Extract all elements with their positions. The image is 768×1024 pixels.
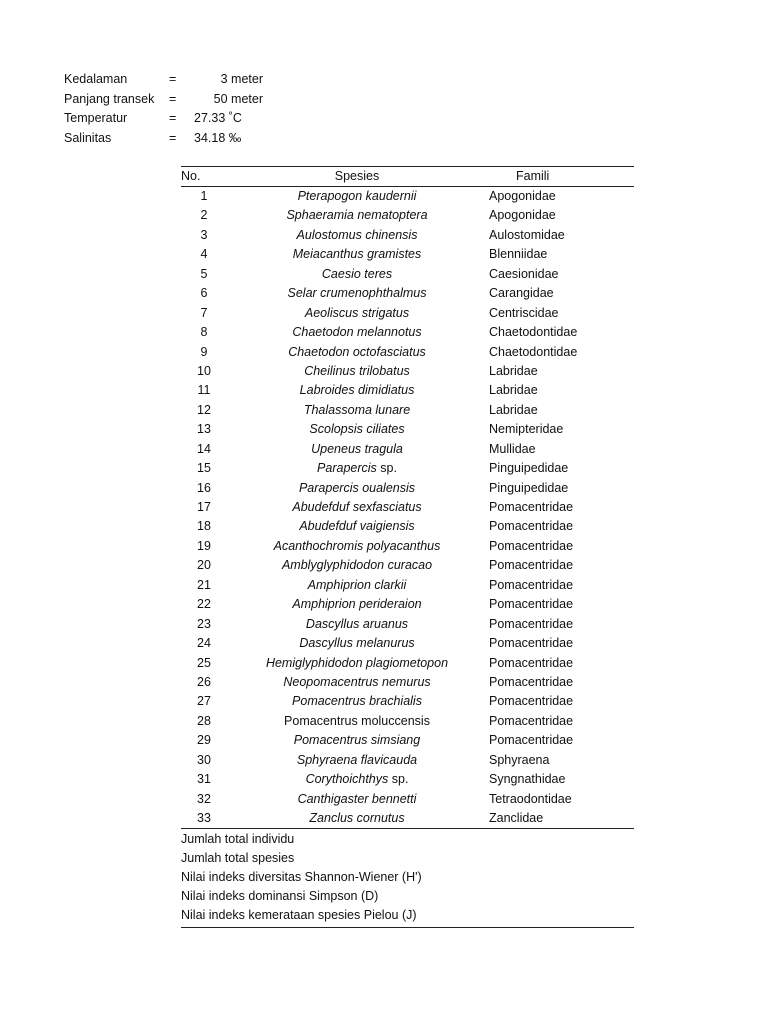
- species-name: [237, 304, 477, 323]
- row-number: 10: [197, 363, 211, 378]
- species-name: [237, 420, 477, 439]
- row-number: 26: [197, 674, 211, 689]
- species-name: [237, 284, 477, 303]
- table-row: [181, 304, 634, 323]
- species-binomial: Abudefduf sexfasciatus: [292, 500, 422, 514]
- species-name: [237, 809, 477, 828]
- species-binomial: Pomacentrus simsiang: [293, 733, 421, 748]
- row-number: 2: [200, 208, 208, 223]
- species-name: [237, 381, 477, 400]
- table-row: [181, 440, 634, 459]
- species-binomial: Hemiglyphidodon plagiometopon: [265, 655, 449, 670]
- table-row: [181, 654, 634, 673]
- site-parameters: [64, 70, 324, 148]
- row-number: 31: [197, 772, 211, 787]
- species-name: [237, 362, 477, 381]
- family-name: Carangidae: [489, 286, 554, 301]
- row-number: 4: [200, 247, 208, 262]
- species-binomial: Sphyraena flavicauda: [296, 752, 418, 767]
- species-name: [237, 265, 477, 284]
- table-row: [181, 731, 634, 750]
- row-number: 21: [197, 577, 211, 592]
- species-binomial: Dascyllus melanurus: [299, 636, 415, 651]
- species-binomial: Acanthochromis polyacanthus: [273, 538, 441, 553]
- table-row: [181, 751, 634, 770]
- family-name: Pinguipedidae: [489, 461, 569, 476]
- row-number: 29: [197, 733, 211, 748]
- species-name: [237, 498, 477, 517]
- family-name: Pomacentridae: [489, 674, 574, 689]
- species-binomial: Aeoliscus strigatus: [304, 305, 410, 320]
- summary-row: Nilai indeks diversitas Shannon-Wiener (H'): [181, 870, 422, 885]
- row-number: 5: [200, 266, 208, 281]
- family-name: Pomacentridae: [489, 733, 574, 748]
- row-number: 6: [200, 286, 208, 301]
- species-binomial: Labroides dimidiatus: [299, 383, 415, 398]
- row-number: 3: [200, 227, 208, 242]
- family-name: Labridae: [489, 402, 538, 417]
- row-number: 11: [197, 383, 211, 398]
- table-row: [181, 576, 634, 595]
- table-header: [181, 166, 634, 187]
- species-binomial: Meiacanthus gramistes: [292, 247, 422, 262]
- family-name: Apogonidae: [489, 208, 556, 223]
- species-name: [237, 770, 477, 789]
- species-name: [237, 343, 477, 362]
- species-binomial: Pterapogon kaudernii: [297, 189, 417, 203]
- species-binomial: Corythoichthys: [305, 772, 389, 787]
- species-name: [237, 517, 477, 536]
- family-name: Pomacentridae: [489, 500, 574, 514]
- table-row: [181, 692, 634, 711]
- species-name: [237, 576, 477, 595]
- species-binomial: Chaetodon octofasciatus: [288, 344, 426, 359]
- row-number: 18: [197, 519, 211, 534]
- species-name: [237, 615, 477, 634]
- parameter-equals: =: [169, 91, 177, 106]
- species-name: [237, 479, 477, 498]
- row-number: 16: [197, 480, 211, 495]
- table-row: [181, 265, 634, 284]
- row-number: 32: [197, 791, 211, 806]
- species-binomial: Parapercis: [317, 461, 377, 476]
- species-name: [237, 401, 477, 420]
- row-number: 15: [197, 461, 211, 476]
- parameter-value: 27.33 ˚C: [194, 111, 242, 125]
- species-name: [237, 634, 477, 653]
- species-name: [237, 206, 477, 225]
- species-binomial: Canthigaster bennetti: [297, 791, 417, 806]
- family-name: Zanclidae: [489, 811, 544, 825]
- species-binomial: Parapercis oualensis: [298, 480, 416, 495]
- table-row: [181, 517, 634, 536]
- family-name: Tetraodontidae: [489, 791, 572, 806]
- table-row: [181, 459, 634, 478]
- table-row: [181, 712, 634, 731]
- species-suffix: sp.: [376, 461, 397, 476]
- parameter-equals: =: [169, 130, 177, 145]
- species-name: [237, 692, 477, 711]
- parameter-label: Panjang transek: [64, 91, 155, 106]
- species-name: [237, 187, 477, 206]
- family-name: Labridae: [489, 383, 538, 398]
- family-name: Sphyraena: [489, 752, 550, 767]
- table-row: [181, 770, 634, 789]
- family-name: Syngnathidae: [489, 772, 566, 787]
- row-number: 8: [200, 325, 208, 340]
- table-row: [181, 615, 634, 634]
- species-binomial: Dascyllus aruanus: [305, 616, 409, 631]
- family-name: Pomacentridae: [489, 519, 574, 534]
- table-row: [181, 634, 634, 653]
- species-name: [237, 790, 477, 809]
- row-number: 20: [197, 558, 211, 573]
- row-number: 28: [197, 713, 211, 728]
- row-number: 17: [197, 500, 211, 514]
- species-suffix: sp.: [388, 772, 409, 787]
- species-name: [237, 673, 477, 692]
- table-row: [181, 420, 634, 439]
- row-number: 23: [197, 616, 211, 631]
- family-name: Centriscidae: [489, 305, 559, 320]
- row-number: 19: [197, 538, 211, 553]
- table-body: [181, 187, 634, 829]
- table-row: [181, 556, 634, 575]
- table-row: [181, 595, 634, 614]
- species-name: [237, 654, 477, 673]
- parameter-row: [64, 109, 324, 129]
- family-name: Pomacentridae: [489, 577, 574, 592]
- table-row: [181, 206, 634, 225]
- species-name: [237, 751, 477, 770]
- parameter-value: 3 meter: [220, 72, 263, 86]
- family-name: Pomacentridae: [489, 597, 574, 612]
- family-name: Pomacentridae: [489, 558, 574, 573]
- family-name: Aulostomidae: [489, 227, 565, 242]
- species-name: [237, 440, 477, 459]
- species-binomial: Chaetodon melannotus: [292, 325, 422, 340]
- table-row: [181, 790, 634, 809]
- parameter-label: Kedalaman: [64, 72, 128, 86]
- family-name: Pomacentridae: [489, 694, 574, 709]
- summary-row: Nilai indeks dominansi Simpson (D): [181, 889, 379, 904]
- family-name: Pinguipedidae: [489, 480, 569, 495]
- row-number: 12: [197, 402, 211, 417]
- parameter-row: [64, 70, 324, 90]
- row-number: 22: [197, 597, 211, 612]
- table-row: [181, 381, 634, 400]
- species-name: [237, 226, 477, 245]
- row-number: 13: [197, 422, 211, 437]
- table-row: [181, 343, 634, 362]
- row-number: 14: [197, 441, 211, 456]
- species-binomial: Upeneus tragula: [311, 441, 403, 456]
- row-number: 9: [200, 344, 208, 359]
- table-row: [181, 479, 634, 498]
- family-name: Pomacentridae: [489, 713, 574, 728]
- table-row: [181, 284, 634, 303]
- species-binomial: Thalassoma lunare: [303, 402, 411, 417]
- table-row: [181, 187, 634, 206]
- header-family: Famili: [516, 169, 550, 183]
- row-number: 27: [197, 694, 211, 709]
- species-binomial: Pomacentrus moluccensis: [284, 713, 430, 728]
- table-row: [181, 323, 634, 342]
- family-name: Mullidae: [489, 441, 536, 456]
- species-name: [237, 556, 477, 575]
- row-number: 25: [197, 655, 211, 670]
- summary-row: Jumlah total spesies: [181, 851, 295, 866]
- table-row: [181, 498, 634, 517]
- family-name: Blenniidae: [489, 247, 548, 262]
- header-no: No.: [181, 169, 201, 183]
- parameter-label: Salinitas: [64, 130, 112, 145]
- parameter-label: Temperatur: [64, 111, 128, 125]
- species-name: [237, 323, 477, 342]
- family-name: Pomacentridae: [489, 538, 574, 553]
- family-name: Chaetodontidae: [489, 325, 578, 340]
- parameter-equals: =: [169, 72, 177, 86]
- species-binomial: Aulostomus chinensis: [296, 227, 418, 242]
- species-binomial: Selar crumenophthalmus: [287, 286, 427, 301]
- table-row: [181, 673, 634, 692]
- parameter-row: [64, 90, 324, 110]
- species-name: [237, 712, 477, 731]
- species-name: [237, 245, 477, 264]
- parameter-value: 50 meter: [213, 91, 263, 106]
- species-binomial: Neopomacentrus nemurus: [283, 674, 431, 689]
- parameter-equals: =: [169, 111, 177, 125]
- table-summary: [181, 829, 634, 928]
- table-row: [181, 226, 634, 245]
- table-row: [181, 537, 634, 556]
- row-number: 33: [197, 811, 211, 825]
- family-name: Pomacentridae: [489, 616, 574, 631]
- summary-row: Jumlah total individu: [181, 832, 295, 847]
- family-name: Caesionidae: [489, 266, 559, 281]
- row-number: 24: [197, 636, 211, 651]
- table-row: [181, 809, 634, 828]
- species-binomial: Scolopsis ciliates: [309, 422, 405, 437]
- species-binomial: Amphiprion clarkii: [307, 577, 407, 592]
- species-binomial: Caesio teres: [321, 266, 393, 281]
- species-binomial: Cheilinus trilobatus: [304, 363, 410, 378]
- row-number: 7: [200, 305, 208, 320]
- species-name: [237, 595, 477, 614]
- family-name: Nemipteridae: [489, 422, 564, 437]
- family-name: Chaetodontidae: [489, 344, 578, 359]
- parameter-value: 34.18 ‰: [194, 130, 242, 145]
- species-binomial: Abudefduf vaigiensis: [299, 519, 415, 534]
- species-table: [181, 166, 634, 928]
- table-row: [181, 245, 634, 264]
- table-row: [181, 401, 634, 420]
- species-binomial: Amblyglyphidodon curacao: [281, 558, 433, 573]
- species-name: [237, 731, 477, 750]
- species-binomial: Pomacentrus brachialis: [292, 694, 422, 709]
- family-name: Apogonidae: [489, 189, 556, 203]
- species-name: [237, 537, 477, 556]
- species-name: [237, 459, 477, 478]
- header-species: Spesies: [334, 169, 380, 183]
- summary-row: Nilai indeks kemerataan spesies Pielou (J): [181, 908, 417, 923]
- family-name: Pomacentridae: [489, 655, 574, 670]
- species-binomial: Zanclus cornutus: [309, 811, 405, 825]
- row-number: 1: [200, 189, 208, 203]
- parameter-row: [64, 129, 324, 149]
- species-binomial: Sphaeramia nematoptera: [286, 208, 428, 223]
- table-row: [181, 362, 634, 381]
- row-number: 30: [197, 752, 211, 767]
- family-name: Labridae: [489, 363, 538, 378]
- family-name: Pomacentridae: [489, 636, 574, 651]
- species-binomial: Amphiprion perideraion: [292, 597, 422, 612]
